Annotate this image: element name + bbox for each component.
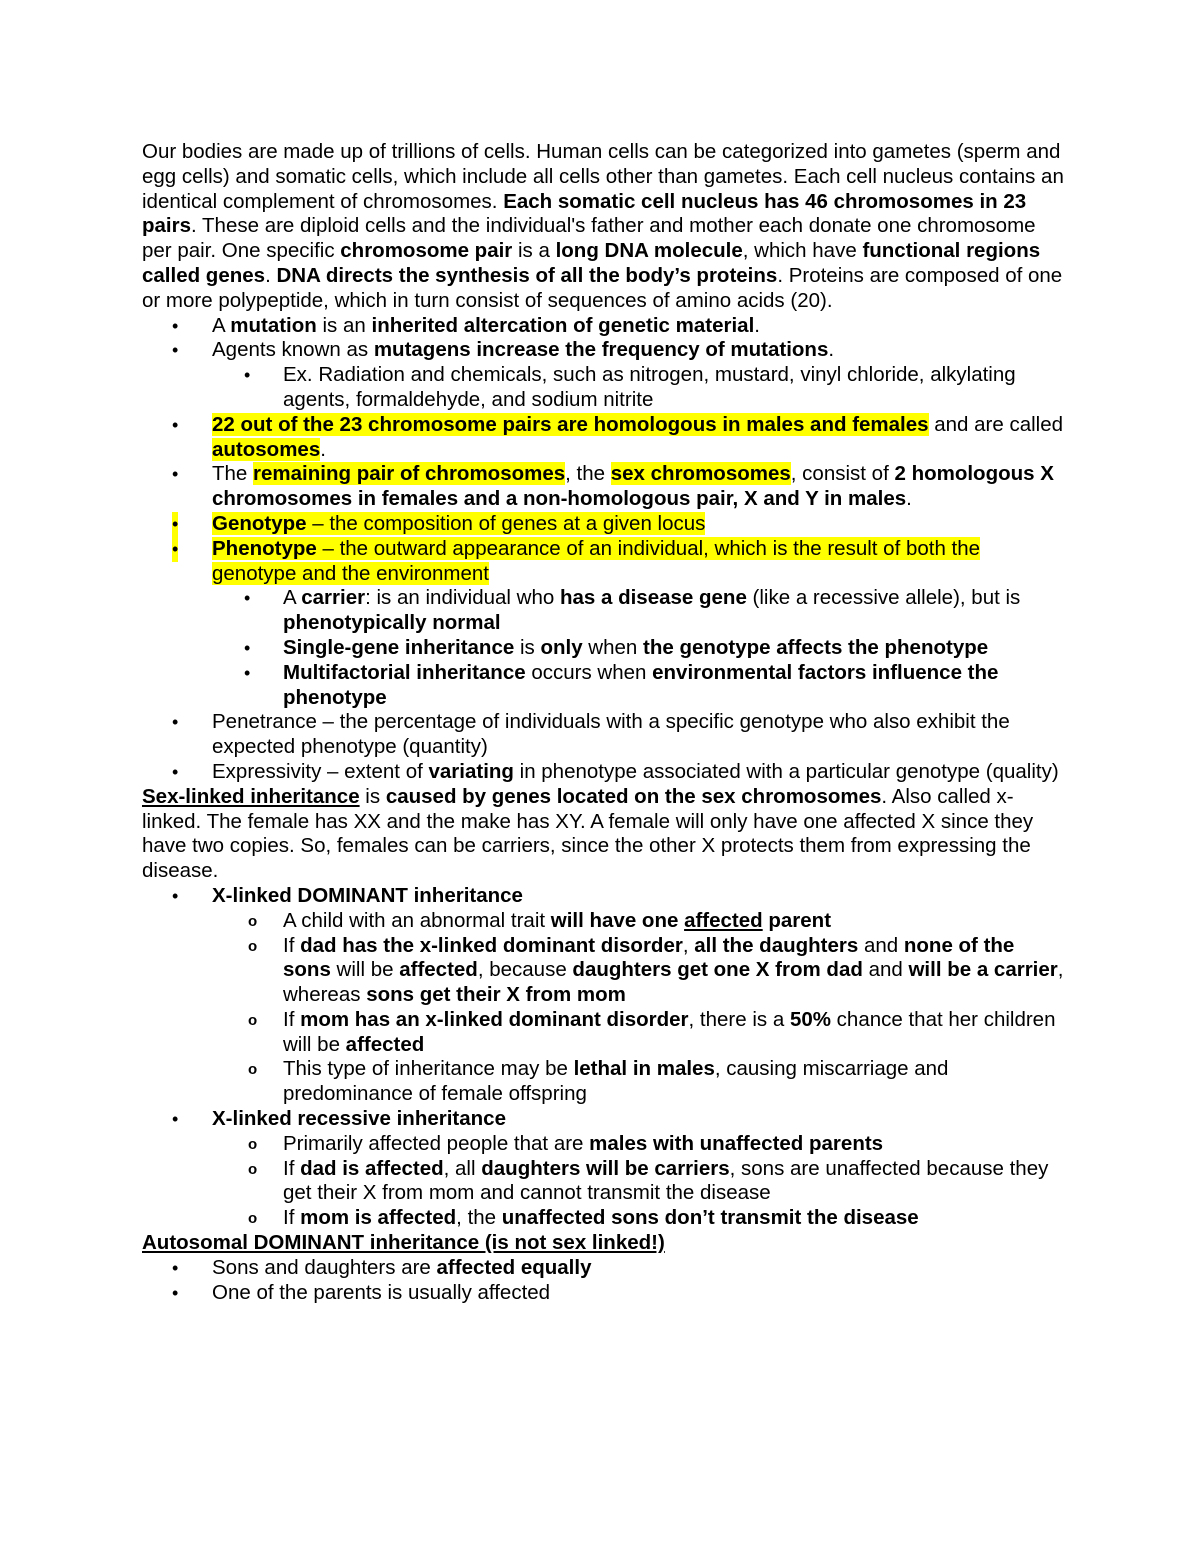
- bold-text: Each somatic cell nucleus has 46 chromosomes in 23 pairs: [142, 189, 1027, 238]
- sublist-item: [142, 1132, 1067, 1157]
- list-item-mutation: [142, 314, 1067, 339]
- text: will be: [330, 958, 400, 982]
- bold-text: long DNA molecule: [555, 239, 743, 263]
- bold-text: will have one: [550, 908, 685, 932]
- underlined-text: affected: [684, 908, 763, 932]
- bold-text: the genotype affects the phenotype: [643, 635, 989, 659]
- list-item-phenotype: [142, 537, 1067, 587]
- list-item-autosomes: [142, 413, 1067, 463]
- text: . These are diploid cells and the individual's father and mother each donate one chromosome per pair. One specific: [142, 214, 1036, 263]
- bold-text: lethal in males: [573, 1057, 715, 1081]
- text: (like a recessive allele), but is: [746, 586, 1021, 610]
- bold-text: affected: [345, 1032, 425, 1056]
- text: One of the parents is usually affected: [212, 1280, 551, 1304]
- text: , causing miscarriage and predominance of female offspring: [283, 1057, 949, 1106]
- sex-linked-paragraph: [142, 785, 1067, 884]
- bold-text: carrier: [301, 586, 366, 610]
- bold-text: will be a carrier: [908, 958, 1058, 982]
- text: chance that her children will be: [283, 1007, 1056, 1056]
- text: , which have: [742, 239, 863, 263]
- bold-text: daughters will be carriers: [481, 1156, 730, 1180]
- text: , the: [565, 462, 611, 486]
- text: Expressivity – extent of: [212, 759, 429, 783]
- list-item-mutagens: [142, 338, 1067, 363]
- text: , sons are unaffected because they get their X from mom and cannot transmit the disease: [283, 1156, 1049, 1205]
- highlighted-text: [212, 512, 705, 535]
- highlighted-text: 22 out of the 23 chromosome pairs are homologous in males and females: [212, 412, 929, 436]
- bold-text: dad is affected: [300, 1156, 444, 1180]
- underlined-heading: Autosomal DOMINANT inheritance (is not sex linked!): [142, 1231, 665, 1255]
- circle-bullet-icon: o: [248, 912, 258, 930]
- text: A child with an abnormal trait: [283, 908, 551, 932]
- text: If: [283, 1206, 301, 1230]
- bullet-icon: •: [172, 1257, 179, 1278]
- text: .: [906, 487, 912, 511]
- bullet-icon: •: [244, 588, 251, 609]
- bullet-icon: •: [172, 414, 179, 435]
- highlighted-text: autosomes: [212, 437, 321, 461]
- text: .: [265, 263, 277, 287]
- text: Ex. Radiation and chemicals, such as nitrogen, mustard, vinyl chloride, alkylating agents, formaldehyde, and sodium nitrite: [283, 363, 1016, 411]
- text: The: [212, 462, 254, 486]
- circle-bullet-icon: o: [248, 1061, 258, 1079]
- text: Penetrance – the percentage of individuals with a specific genotype who also exhibit the expected phenotype (quantity): [212, 710, 1010, 759]
- bold-text: daughters get one X from dad: [572, 958, 863, 982]
- circle-bullet-icon: o: [248, 937, 258, 955]
- text: is an: [316, 313, 372, 337]
- bullet-icon: •: [172, 885, 179, 906]
- bold-text: affected: [399, 958, 478, 982]
- text: , consist of: [790, 462, 895, 486]
- bullet-icon: •: [172, 712, 179, 733]
- bold-text: parent: [762, 908, 832, 932]
- text: and: [862, 958, 909, 982]
- list-item-multifactorial: [142, 661, 1067, 711]
- list-item: [142, 1256, 1067, 1281]
- sublist-item: [142, 1157, 1067, 1207]
- text: : is an individual who: [365, 586, 560, 610]
- bullet-icon: •: [172, 1282, 179, 1303]
- text: ,: [682, 933, 695, 957]
- bold-text: inherited altercation of genetic material: [371, 313, 755, 337]
- circle-bullet-icon: o: [248, 1210, 258, 1228]
- bullet-icon: •: [172, 537, 178, 562]
- circle-bullet-icon: o: [248, 1135, 258, 1153]
- list-item-carrier: [142, 586, 1067, 636]
- bold-text: X-linked recessive inheritance: [212, 1107, 506, 1131]
- list-item-penetrance: [142, 710, 1067, 760]
- bold-text: DNA directs the synthesis of all the body’s proteins: [276, 263, 778, 287]
- text: – the outward appearance of an individual, which is the result of both the genotype and the environment: [212, 536, 981, 585]
- text: , because: [477, 958, 573, 982]
- text: and: [858, 933, 904, 957]
- bold-text: chromosome pair: [340, 239, 513, 263]
- text: – the composition of genes at a given locus: [306, 511, 706, 535]
- text: is: [359, 784, 386, 808]
- bold-text: Genotype: [212, 511, 307, 535]
- list-item-example: [142, 363, 1067, 413]
- bold-text: functional regions called genes: [142, 239, 1041, 287]
- bullet-icon: •: [172, 1109, 179, 1130]
- bold-text: none of the sons: [283, 933, 1015, 982]
- text: .: [754, 313, 760, 337]
- text: . Proteins are composed of one or more polypeptide, which in turn consist of sequences of amino acids (20).: [142, 263, 1063, 312]
- text: occurs when: [525, 660, 653, 684]
- bold-text: has a disease gene: [559, 586, 747, 610]
- bullet-icon: •: [172, 315, 179, 336]
- text: If: [283, 933, 301, 957]
- text: .: [828, 338, 835, 362]
- document-body: [142, 140, 1067, 1305]
- text: and are called: [928, 412, 1064, 436]
- underlined-heading: Sex-linked inheritance: [142, 784, 360, 808]
- bullet-icon: •: [244, 662, 251, 683]
- sublist-item: [142, 1057, 1067, 1107]
- bold-text: Phenotype: [212, 536, 317, 560]
- bold-text: sons get their X from mom: [366, 983, 626, 1007]
- list-item-sex-chromosomes: [142, 462, 1067, 512]
- bold-text: only: [540, 635, 583, 659]
- highlighted-text: sex chromosomes: [610, 462, 791, 486]
- bullet-icon: •: [172, 512, 178, 537]
- text: is a: [512, 239, 556, 263]
- text: .: [320, 437, 326, 461]
- highlighted-text: remaining pair of chromosomes: [253, 462, 566, 486]
- text: , all: [443, 1156, 482, 1180]
- bold-text: mom has an x-linked dominant disorder: [300, 1007, 689, 1031]
- text: , the: [456, 1206, 502, 1230]
- text: If: [283, 1007, 301, 1031]
- autosomal-dominant-heading: [142, 1231, 1067, 1256]
- sublist-item: [142, 1008, 1067, 1058]
- bold-text: males with unaffected parents: [589, 1131, 884, 1155]
- bullet-icon: •: [172, 761, 179, 782]
- bold-text: Single-gene inheritance: [283, 635, 515, 659]
- sublist-item: [142, 909, 1067, 934]
- bold-text: phenotypically normal: [283, 611, 501, 635]
- bullet-icon: •: [172, 340, 179, 361]
- bold-text: 2 homologous X chromosomes in females and a non-homologous pair, X and Y in males: [212, 462, 1054, 511]
- intro-paragraph: [142, 140, 1067, 314]
- circle-bullet-icon: o: [248, 1160, 258, 1178]
- text: A: [212, 313, 231, 337]
- text: is: [514, 635, 541, 659]
- list-item-genotype: [142, 512, 1067, 537]
- bullet-icon: •: [244, 637, 251, 658]
- bold-text: caused by genes located on the sex chromosomes: [385, 784, 882, 808]
- bold-text: dad has the x-linked dominant disorder: [300, 933, 683, 957]
- list-item-single-gene: [142, 636, 1067, 661]
- list-item-x-dominant: [142, 884, 1067, 909]
- list-item-expressivity: [142, 760, 1067, 785]
- bold-text: mom is affected: [300, 1206, 457, 1230]
- circle-bullet-icon: o: [248, 1011, 258, 1029]
- text: Primarily affected people that are: [283, 1131, 590, 1155]
- text: , whereas: [283, 958, 1064, 1007]
- bold-text: mutagens increase the frequency of mutations: [373, 338, 829, 362]
- text: This type of inheritance may be: [283, 1057, 574, 1081]
- text: Our bodies are made up of trillions of cells. Human cells can be categorized into gametes (sperm and egg cells) and somatic cells, which include all cells other than gametes. Each cell nucleus contains an identical complement of chromosomes.: [142, 140, 1064, 213]
- bold-text: mutation: [230, 313, 317, 337]
- text: Agents known as: [212, 338, 374, 362]
- bold-text: Multifactorial inheritance: [283, 660, 526, 684]
- bullet-icon: •: [172, 464, 179, 485]
- list-item-x-recessive: [142, 1107, 1067, 1132]
- bold-text: all the daughters: [694, 933, 859, 957]
- sublist-item: [142, 1206, 1067, 1231]
- highlighted-text: [212, 537, 980, 585]
- bold-text: unaffected sons don’t transmit the disease: [501, 1206, 919, 1230]
- bold-text: variating: [428, 759, 514, 783]
- bullet-icon: •: [244, 365, 251, 386]
- sublist-item: [142, 934, 1067, 1008]
- bold-text: environmental factors influence the phenotype: [283, 660, 999, 709]
- bold-text: affected equally: [436, 1255, 592, 1279]
- text: , there is a: [688, 1007, 790, 1031]
- text: in phenotype associated with a particular genotype (quality): [513, 759, 1059, 783]
- text: Sons and daughters are: [212, 1255, 437, 1279]
- list-item: [142, 1281, 1067, 1306]
- bold-text: 50%: [789, 1007, 831, 1031]
- text: . Also called x-linked. The female has XX and the make has XY. A female will only have one affected X since they have two copies. So, females can be carriers, since the other X protects them from expressing the disease.: [142, 784, 1034, 883]
- text: A: [283, 586, 302, 610]
- text: If: [283, 1156, 301, 1180]
- bold-text: X-linked DOMINANT inheritance: [212, 883, 523, 907]
- text: when: [582, 635, 644, 659]
